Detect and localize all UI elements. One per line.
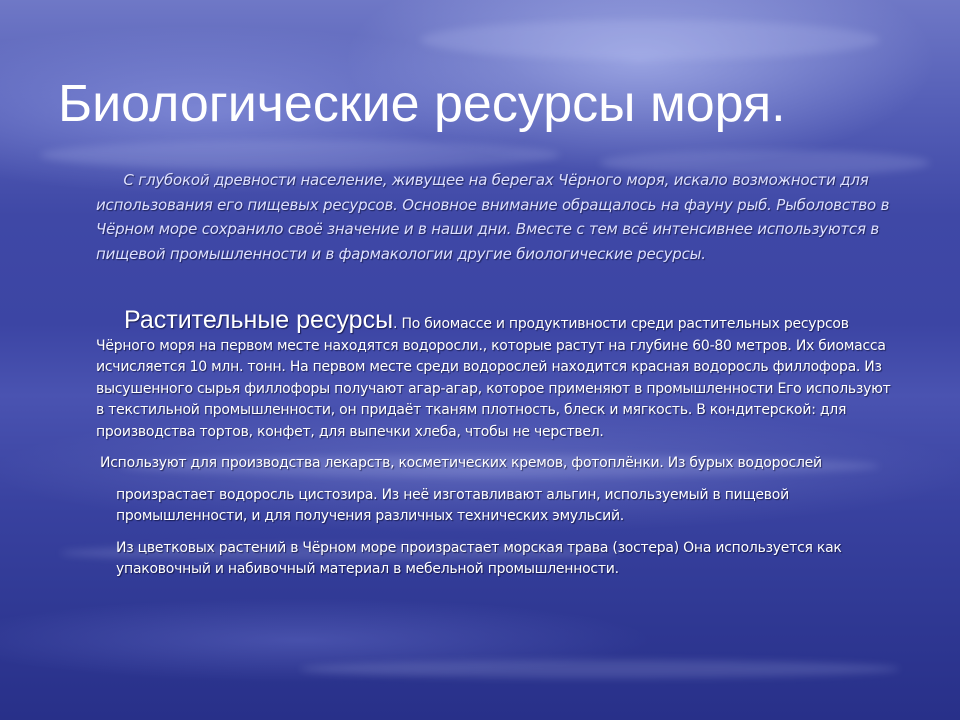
paragraph-3: произрастает водоросль цистозира. Из неё изготавливают альгин, используемый в пищевой промышленности, и для получения различных технических эмульсий. [116, 486, 789, 524]
cloud-streak [420, 20, 880, 60]
intro-text: С глубокой древности население, живущее на берегах Чёрного моря, искало возможности для использования его пищевых ресурсов. Основное внимание обращалось на фауну рыб. Рыболовство в Чёрном море сохранило своё значение и в наши дни. Вместе с тем всё интенсивнее используются в пищевой промышленности и в фармакологии другие биологические ресурсы. [96, 171, 890, 263]
main-text-block [96, 306, 896, 581]
paragraph-2: Используют для производства лекарств, косметических кремов, фотоплёнки. Из бурых водорослей [100, 455, 822, 471]
intro-paragraph [96, 168, 896, 266]
water-highlight [300, 660, 900, 678]
plants-heading: Растительные ресурсы [124, 306, 394, 334]
plants-paragraph [96, 306, 896, 443]
paragraph-4: Из цветковых растений в Чёрном море произрастает морская трава (зостера) Она используется как упаковочный и набивочный материал в мебельной промышленности. [116, 539, 842, 577]
plants-text: . По биомассе и продуктивности среди растительных ресурсов Чёрного моря на первом месте находятся водоросли., которые растут на глубине 60-80 метров. Их биомасса исчисляется 10 млн. тонн. На первом месте среди водорослей находится красная водоросль филлофора. Из высушенного сырья филлофоры получают агар-агар, которое применяют в промышленности Его используют в текстильной промышленности, он придаёт тканям плотность, блеск и мягкость. В кондитерской: для производства тортов, конфет, для выпечки хлеба, чтобы не черствел. [96, 316, 891, 440]
cloud-streak [40, 140, 560, 170]
slide-title: Биологические ресурсы моря. [58, 75, 786, 133]
